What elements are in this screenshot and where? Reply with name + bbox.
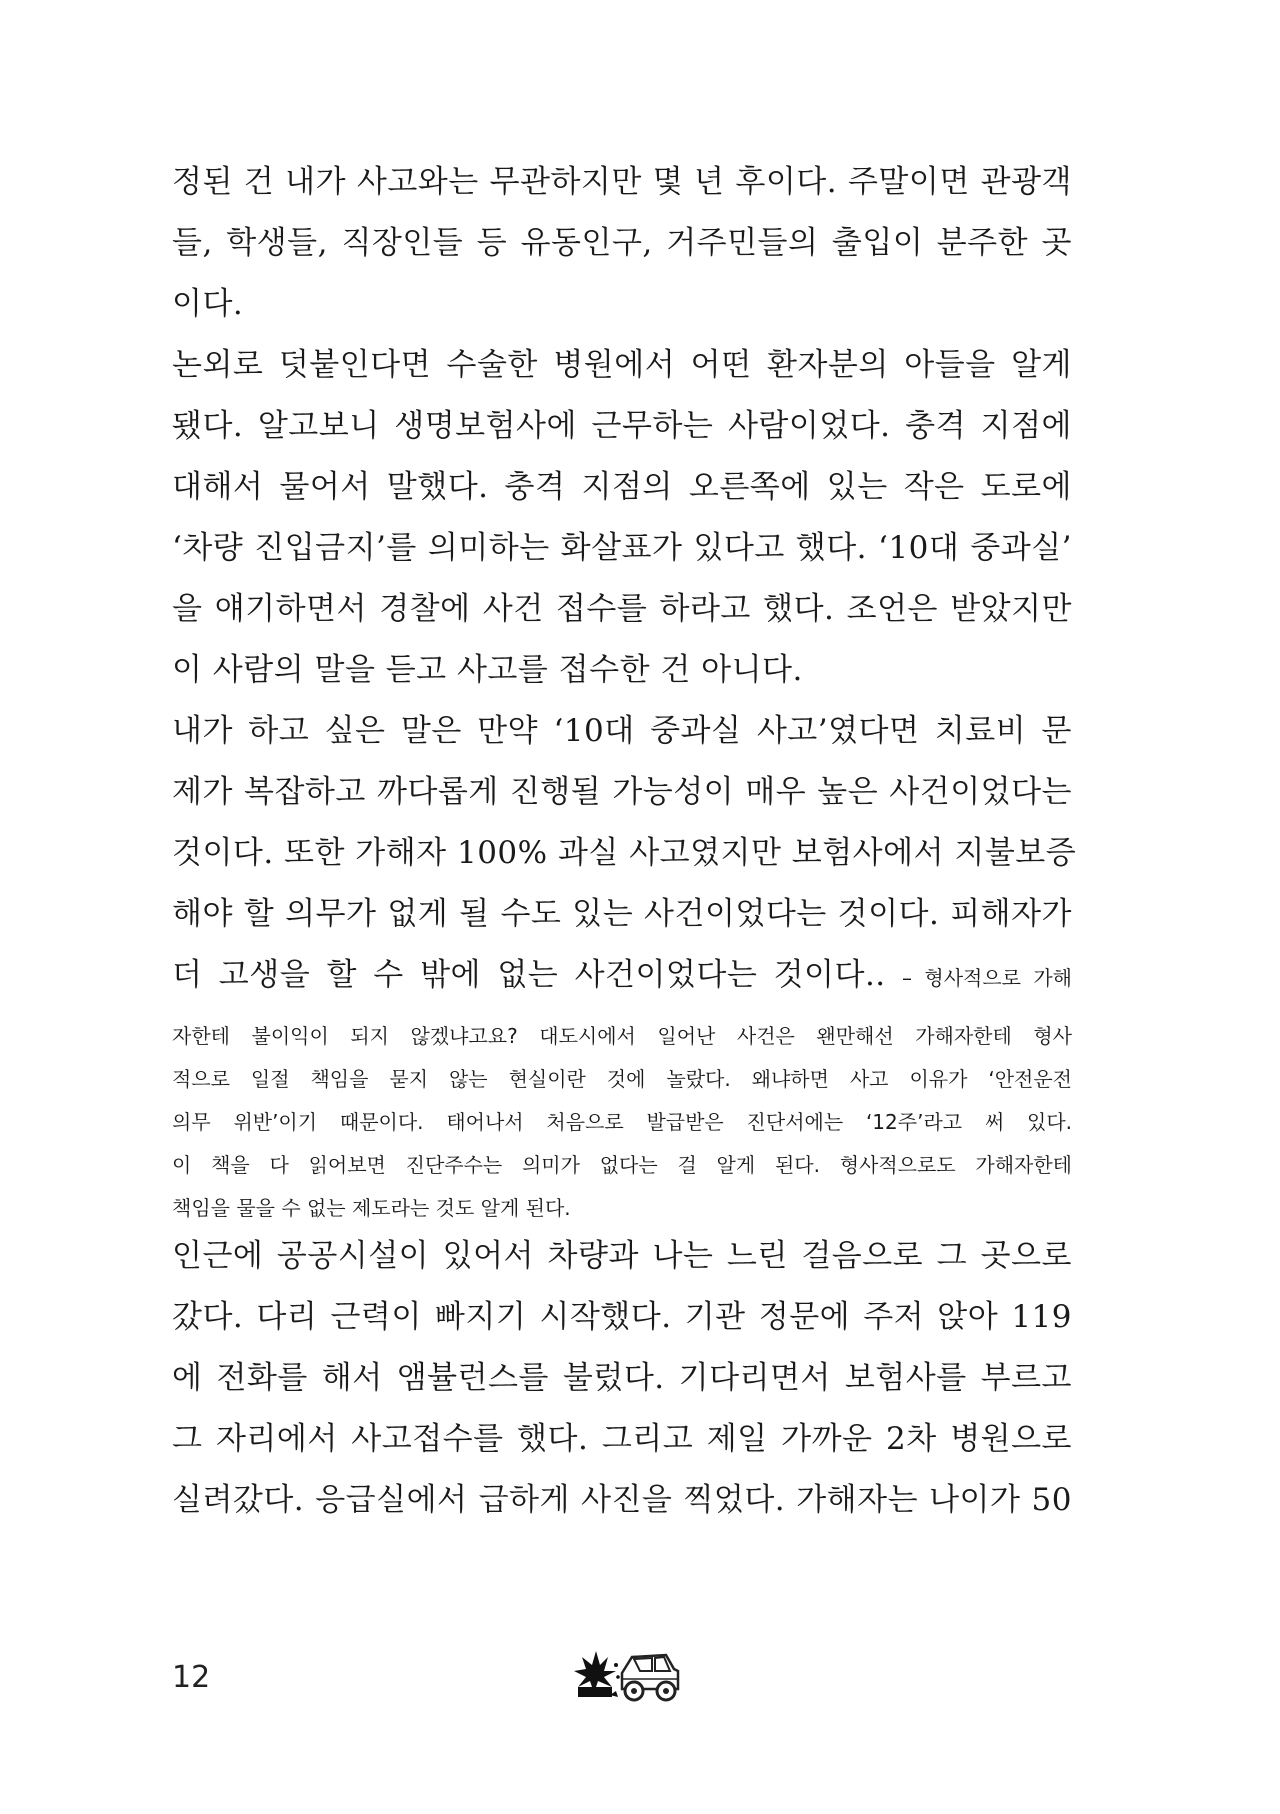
text-line: 해야 할 의무가 없게 될 수도 있는 사건이었다는 것이다. 피해자가 [172, 896, 1072, 932]
inline-note: – 형사적으로 가해 [902, 966, 1072, 990]
text-line: 제가 복잡하고 까다롭게 진행될 가능성이 매우 높은 사건이었다는 [172, 774, 1072, 810]
text-line: 내가 하고 싶은 말은 만약 ‘10대 중과실 사고’였다면 치료비 문 [172, 713, 1072, 749]
text-line: 에 전화를 해서 앰뷸런스를 불렀다. 기다리면서 보험사를 부르고 [172, 1360, 1072, 1396]
text-line: 이 사람의 말을 듣고 사고를 접수한 건 아니다. [172, 652, 803, 688]
text-line: 그 자리에서 사고접수를 했다. 그리고 제일 가까운 2차 병원으로 [172, 1421, 1072, 1457]
text-line-end: 더 고생을 할 수 밖에 없는 사건이었다는 것이다.. [172, 957, 886, 993]
car-crash-icon [574, 1643, 684, 1707]
text-line: 됐다. 알고보니 생명보험사에 근무하는 사람이었다. 충격 지점에 [172, 408, 1072, 444]
note-line: 의무 위반’이기 때문이다. 태어나서 처음으로 발급받은 진단서에는 ‘12주’라고 써 있다. [172, 1110, 1072, 1134]
text-line: 대해서 물어서 말했다. 충격 지점의 오른쪽에 있는 작은 도로에 [172, 469, 1072, 505]
text-line: 들, 학생들, 직장인들 등 유동인구, 거주민들의 출입이 분주한 곳 [172, 225, 1072, 261]
note-line: 책임을 물을 수 없는 제도라는 것도 알게 된다. [172, 1196, 571, 1220]
note-line: 적으로 일절 책임을 묻지 않는 현실이란 것에 놀랐다. 왜냐하면 사고 이유가 ‘안전운전 [172, 1067, 1072, 1091]
text-line: 실려갔다. 응급실에서 급하게 사진을 찍었다. 가해자는 나이가 50 [172, 1482, 1072, 1518]
text-line: 갔다. 다리 근력이 빠지기 시작했다. 기관 정문에 주저 앉아 119 [172, 1299, 1072, 1335]
text-line: 정된 건 내가 사고와는 무관하지만 몇 년 후이다. 주말이면 관광객 [172, 164, 1072, 200]
text-line: 인근에 공공시설이 있어서 차량과 나는 느린 걸음으로 그 곳으로 [172, 1238, 1072, 1274]
note-line: 이 책을 다 읽어보면 진단주수는 의미가 없다는 걸 알게 된다. 형사적으로도 가해자한테 [172, 1153, 1072, 1177]
text-line: 것이다. 또한 가해자 100% 과실 사고였지만 보험사에서 지불보증 [172, 835, 1077, 871]
text-line: 이다. [172, 286, 244, 322]
text-line: 논외로 덧붙인다면 수술한 병원에서 어떤 환자분의 아들을 알게 [172, 347, 1072, 383]
main-text-block-2 [172, 1226, 1072, 1531]
text-line: 을 얘기하면서 경찰에 사건 접수를 하라고 했다. 조언은 받았지만 [172, 591, 1072, 627]
note-line: 자한테 불이익이 되지 않겠냐고요? 대도시에서 일어난 사건은 왠만해선 가해자한테 형사 [172, 1024, 1072, 1048]
page-number: 12 [172, 1660, 211, 1695]
note-text-block [172, 1015, 1072, 1230]
text-line: ‘차량 진입금지’를 의미하는 화살표가 있다고 했다. ‘10대 중과실’ [172, 530, 1072, 566]
text-line-with-note [172, 945, 1072, 1006]
main-text-block-1 [172, 152, 1077, 1006]
